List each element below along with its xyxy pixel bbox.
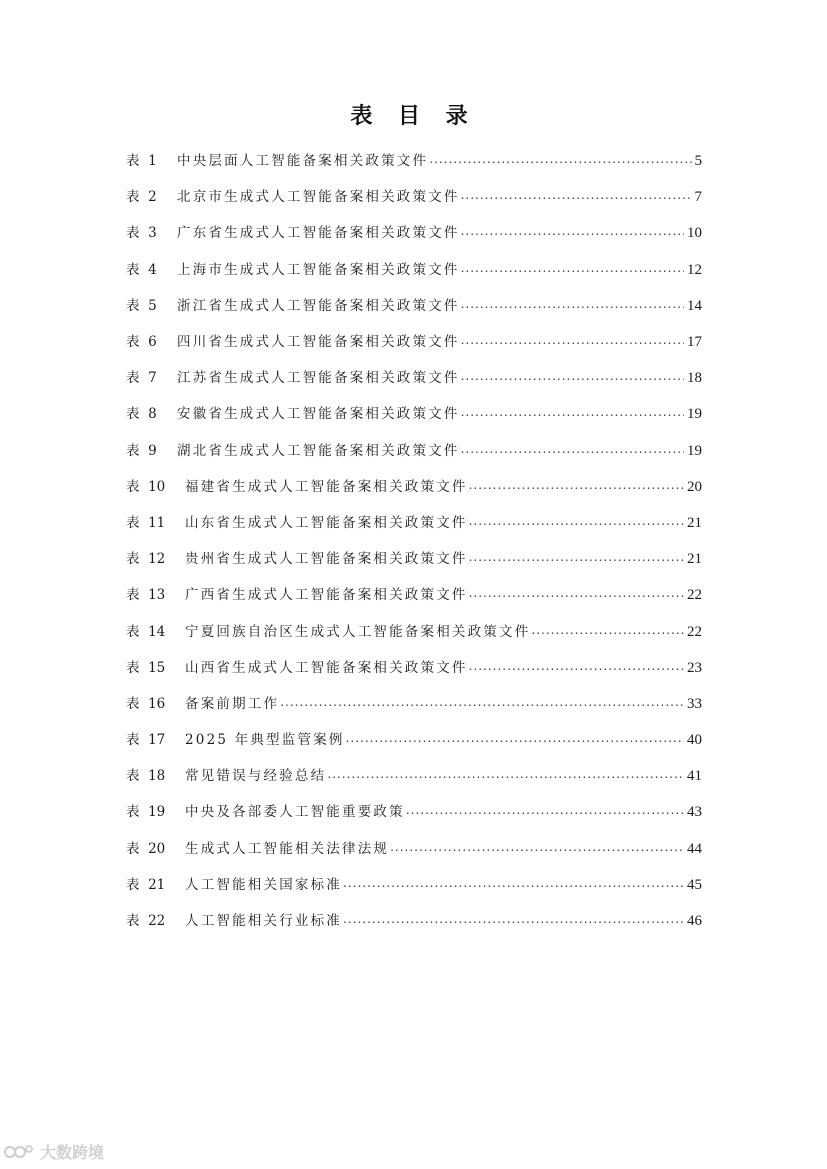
table-title: 四川省生成式人工智能备案相关政策文件 bbox=[177, 334, 460, 351]
table-title: 湖北省生成式人工智能备案相关政策文件 bbox=[177, 442, 460, 459]
toc-entry[interactable] bbox=[126, 831, 702, 867]
table-index: 14 bbox=[148, 623, 166, 640]
page-number: 21 bbox=[687, 514, 702, 531]
table-word: 表 bbox=[126, 768, 140, 785]
toc-entry[interactable] bbox=[126, 396, 702, 432]
table-title: 山西省生成式人工智能备案相关政策文件 bbox=[185, 659, 468, 676]
toc-entry[interactable] bbox=[126, 324, 702, 360]
dot-leader bbox=[461, 441, 684, 457]
dot-leader bbox=[461, 260, 684, 276]
table-index: 10 bbox=[148, 478, 166, 495]
page-number: 40 bbox=[687, 732, 702, 749]
table-number bbox=[126, 370, 177, 386]
table-word: 表 bbox=[126, 659, 140, 676]
dot-leader bbox=[461, 368, 684, 384]
table-index: 9 bbox=[148, 442, 157, 459]
table-index: 8 bbox=[148, 406, 157, 423]
toc-entry[interactable] bbox=[126, 252, 702, 288]
table-number bbox=[126, 804, 185, 820]
dot-leader bbox=[461, 296, 684, 312]
page-number: 7 bbox=[694, 189, 702, 206]
table-index: 5 bbox=[148, 297, 157, 314]
table-index: 3 bbox=[148, 225, 157, 242]
dot-leader bbox=[469, 549, 684, 565]
page-number: 33 bbox=[687, 695, 702, 712]
toc-entry[interactable] bbox=[126, 505, 702, 541]
dot-leader bbox=[461, 223, 684, 239]
table-number bbox=[126, 551, 185, 567]
table-word: 表 bbox=[126, 623, 140, 640]
table-index: 16 bbox=[148, 695, 166, 712]
table-number bbox=[126, 262, 177, 278]
table-word: 表 bbox=[126, 732, 140, 749]
table-number bbox=[126, 841, 185, 857]
table-title: 江苏省生成式人工智能备案相关政策文件 bbox=[177, 370, 460, 387]
page-number: 5 bbox=[694, 153, 702, 170]
table-number bbox=[126, 443, 177, 459]
table-title: 福建省生成式人工智能备案相关政策文件 bbox=[185, 478, 468, 495]
dot-leader bbox=[343, 911, 684, 927]
table-number bbox=[126, 660, 185, 676]
dot-leader bbox=[461, 332, 684, 348]
table-number bbox=[126, 334, 177, 350]
dot-leader bbox=[469, 477, 684, 493]
table-title: 人工智能相关国家标准 bbox=[185, 876, 342, 893]
table-title: 常见错误与经验总结 bbox=[185, 768, 327, 785]
table-title: 贵州省生成式人工智能备案相关政策文件 bbox=[185, 551, 468, 568]
table-number bbox=[126, 225, 177, 241]
table-word: 表 bbox=[126, 587, 140, 604]
table-index: 12 bbox=[148, 551, 166, 568]
dot-leader bbox=[390, 839, 684, 855]
page-number: 19 bbox=[687, 406, 702, 423]
toc-entry[interactable] bbox=[126, 794, 702, 830]
table-number bbox=[126, 479, 185, 495]
table-index: 1 bbox=[148, 153, 157, 170]
page-number: 23 bbox=[687, 659, 702, 676]
page-number: 21 bbox=[687, 551, 702, 568]
toc-entry[interactable] bbox=[126, 143, 702, 179]
table-number bbox=[126, 696, 185, 712]
table-number bbox=[126, 515, 185, 531]
table-index: 20 bbox=[148, 840, 166, 857]
page-number: 12 bbox=[687, 261, 702, 278]
table-title: 2025 年典型监管案例 bbox=[185, 732, 345, 749]
toc-entry[interactable] bbox=[126, 433, 702, 469]
table-number bbox=[126, 768, 185, 784]
dot-leader bbox=[531, 622, 684, 638]
page-number: 22 bbox=[687, 587, 702, 604]
watermark-text: 大数跨境 bbox=[40, 1143, 105, 1162]
toc-entry[interactable] bbox=[126, 288, 702, 324]
table-word: 表 bbox=[126, 406, 140, 423]
table-index: 13 bbox=[148, 587, 166, 604]
table-index: 15 bbox=[148, 659, 166, 676]
table-number bbox=[126, 189, 177, 205]
toc-entry[interactable] bbox=[126, 686, 702, 722]
table-word: 表 bbox=[126, 261, 140, 278]
toc-entry[interactable] bbox=[126, 867, 702, 903]
page-number: 18 bbox=[687, 370, 702, 387]
dot-leader bbox=[469, 513, 684, 529]
dot-leader bbox=[346, 730, 684, 746]
table-word: 表 bbox=[126, 876, 140, 893]
table-title: 上海市生成式人工智能备案相关政策文件 bbox=[177, 261, 460, 278]
dot-leader bbox=[461, 404, 684, 420]
table-number bbox=[126, 913, 185, 929]
table-title: 人工智能相关行业标准 bbox=[185, 913, 342, 930]
table-index: 21 bbox=[148, 876, 166, 893]
table-title: 中央层面人工智能备案相关政策文件 bbox=[177, 153, 429, 170]
dot-leader bbox=[327, 766, 684, 782]
table-word: 表 bbox=[126, 840, 140, 857]
table-index: 22 bbox=[148, 913, 166, 930]
page-number: 44 bbox=[687, 840, 702, 857]
table-index: 7 bbox=[148, 370, 157, 387]
page-number: 17 bbox=[687, 334, 702, 351]
table-index: 11 bbox=[148, 514, 166, 531]
page-number: 22 bbox=[687, 623, 702, 640]
table-word: 表 bbox=[126, 913, 140, 930]
table-word: 表 bbox=[126, 551, 140, 568]
toc-entry[interactable] bbox=[126, 758, 702, 794]
watermark bbox=[4, 1140, 104, 1163]
toc-entry[interactable] bbox=[126, 541, 702, 577]
page-number: 20 bbox=[687, 478, 702, 495]
page-title: 表 目 录 bbox=[350, 104, 477, 129]
table-number bbox=[126, 624, 185, 640]
table-word: 表 bbox=[126, 153, 140, 170]
table-index: 2 bbox=[148, 189, 157, 206]
table-title: 广西省生成式人工智能备案相关政策文件 bbox=[185, 587, 468, 604]
table-title: 北京市生成式人工智能备案相关政策文件 bbox=[177, 189, 460, 206]
dot-leader bbox=[469, 585, 684, 601]
dot-leader bbox=[280, 694, 684, 710]
page-number: 41 bbox=[687, 768, 702, 785]
brand-logo-icon bbox=[4, 1143, 34, 1161]
dot-leader bbox=[469, 658, 684, 674]
table-index: 4 bbox=[148, 261, 157, 278]
table-word: 表 bbox=[126, 225, 140, 242]
table-word: 表 bbox=[126, 370, 140, 387]
table-number bbox=[126, 406, 177, 422]
table-word: 表 bbox=[126, 334, 140, 351]
table-index: 19 bbox=[148, 804, 166, 821]
table-word: 表 bbox=[126, 695, 140, 712]
table-word: 表 bbox=[126, 514, 140, 531]
table-word: 表 bbox=[126, 478, 140, 495]
toc-entry[interactable] bbox=[126, 613, 702, 649]
toc-entry[interactable] bbox=[126, 360, 702, 396]
table-index: 18 bbox=[148, 768, 166, 785]
table-title: 中央及各部委人工智能重要政策 bbox=[185, 804, 405, 821]
table-title: 宁夏回族自治区生成式人工智能备案相关政策文件 bbox=[185, 623, 531, 640]
table-title: 生成式人工智能相关法律法规 bbox=[185, 840, 390, 857]
page-number: 46 bbox=[687, 913, 702, 930]
page-number: 14 bbox=[687, 297, 702, 314]
page-number: 19 bbox=[687, 442, 702, 459]
toc-entry[interactable] bbox=[126, 469, 702, 505]
table-index: 6 bbox=[148, 334, 157, 351]
table-index: 17 bbox=[148, 732, 166, 749]
toc-entry[interactable] bbox=[126, 722, 702, 758]
table-of-contents bbox=[126, 143, 702, 939]
toc-entry[interactable] bbox=[126, 577, 702, 613]
toc-entry[interactable] bbox=[126, 650, 702, 686]
table-number bbox=[126, 587, 185, 603]
table-title: 浙江省生成式人工智能备案相关政策文件 bbox=[177, 297, 460, 314]
dot-leader bbox=[429, 151, 691, 167]
table-word: 表 bbox=[126, 442, 140, 459]
table-number bbox=[126, 153, 177, 169]
table-number bbox=[126, 298, 177, 314]
table-word: 表 bbox=[126, 297, 140, 314]
page-number: 43 bbox=[687, 804, 702, 821]
table-title: 广东省生成式人工智能备案相关政策文件 bbox=[177, 225, 460, 242]
toc-entry[interactable] bbox=[126, 179, 702, 215]
table-title: 备案前期工作 bbox=[185, 695, 280, 712]
dot-leader bbox=[461, 187, 692, 203]
dot-leader bbox=[406, 802, 684, 818]
toc-entry[interactable] bbox=[126, 903, 702, 939]
table-number bbox=[126, 877, 185, 893]
page-number: 45 bbox=[687, 876, 702, 893]
toc-entry[interactable] bbox=[126, 215, 702, 251]
page-number: 10 bbox=[687, 225, 702, 242]
dot-leader bbox=[343, 875, 684, 891]
table-title: 山东省生成式人工智能备案相关政策文件 bbox=[185, 514, 468, 531]
table-number bbox=[126, 732, 185, 748]
table-word: 表 bbox=[126, 189, 140, 206]
table-word: 表 bbox=[126, 804, 140, 821]
table-title: 安徽省生成式人工智能备案相关政策文件 bbox=[177, 406, 460, 423]
